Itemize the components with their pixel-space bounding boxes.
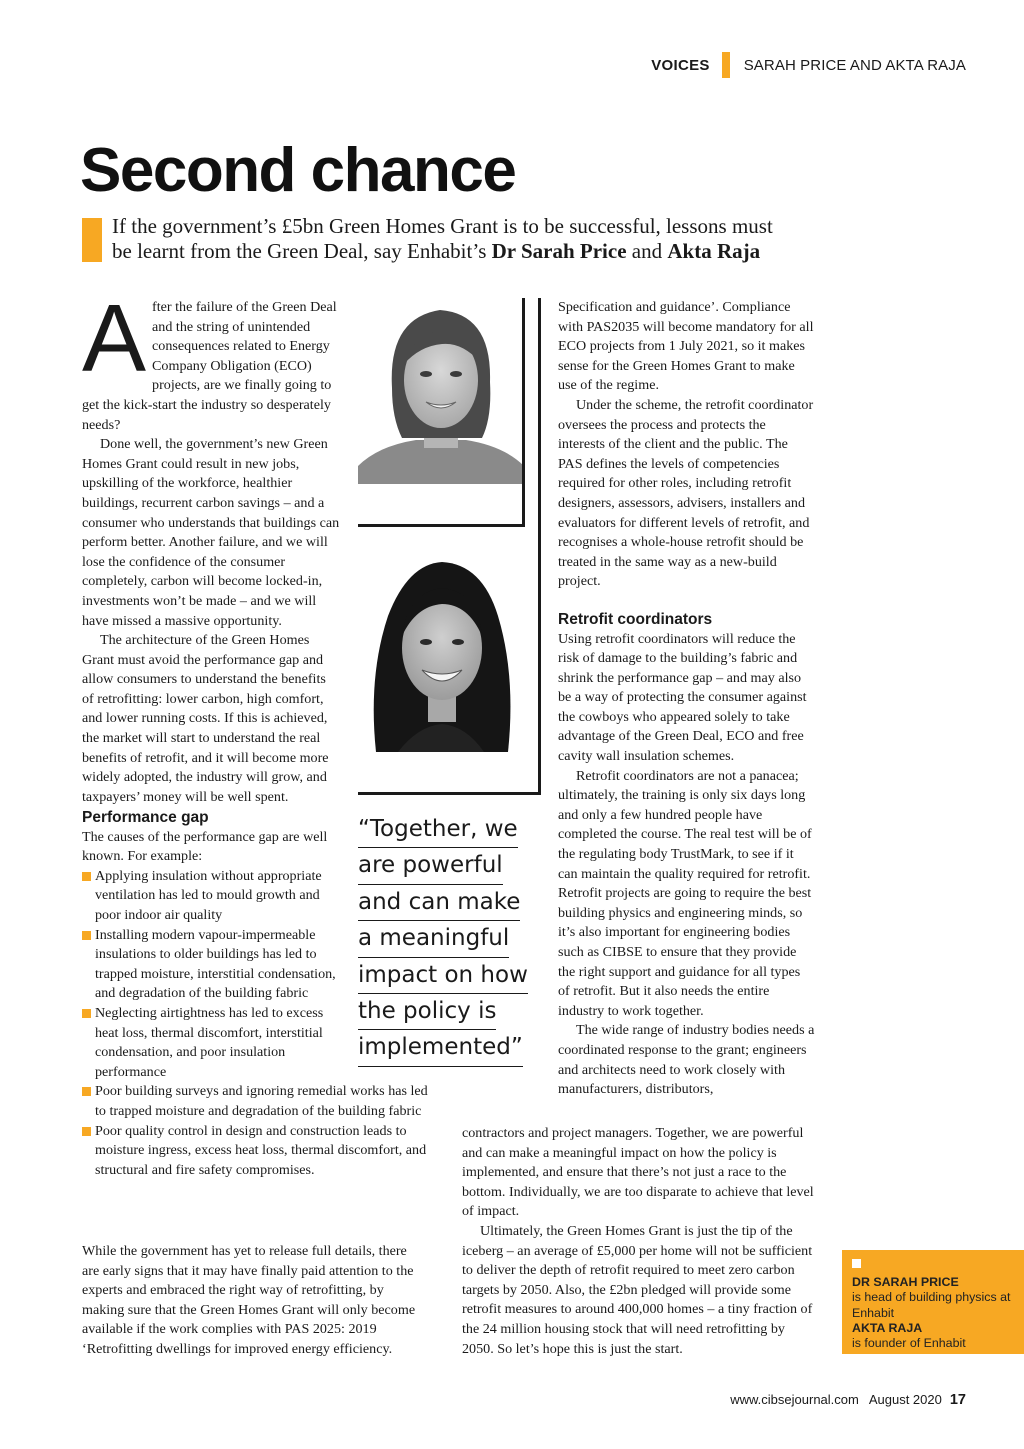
bullet-square-icon xyxy=(82,872,91,881)
bio-text xyxy=(852,1275,1020,1351)
paragraph: Specification and guidance’. Compliance with PAS2035 will become mandatory for all ECO projects from 1 July 2021, so it makes sense for the Green Homes Grant to make use of the regime. xyxy=(558,299,814,394)
bio-square-icon xyxy=(852,1259,861,1268)
standfirst-line-2: be learnt from the Green Deal, say Enhabit’s Dr Sarah Price and Akta Raja xyxy=(112,239,761,263)
bio-role-2: is founder of Enhabit xyxy=(852,1336,966,1351)
section-label: VOICES xyxy=(651,56,710,74)
pull-quote-line: “Together, we xyxy=(358,812,518,848)
bullet-square-icon xyxy=(82,1127,91,1136)
bullet-item: Installing modern vapour-impermeable insulations to older buildings has led to trapped moisture, interstitial condensation, and degradation of the building fabric xyxy=(82,926,342,1004)
running-header xyxy=(651,54,966,76)
paragraph: The architecture of the Green Homes Grant must avoid the performance gap and allow consumers to understand the benefits of retrofitting: lower carbon, high comfort, and lower running costs. If this is achieved, the market will start to understand the real benefits of retrofit, and it will become more widely adopted, the industry will grow, and taxpayers’ money will be well spent. xyxy=(82,632,329,805)
standfirst-accent-bar xyxy=(82,218,102,262)
pull-quote-line: the policy is xyxy=(358,994,496,1030)
author-name-2: Akta Raja xyxy=(667,239,761,263)
bullet-square-icon xyxy=(82,1009,91,1018)
pull-quote-line: a meaningful xyxy=(358,921,509,957)
header-authors: SARAH PRICE AND AKTA RAJA xyxy=(743,56,966,74)
paragraph: contractors and project managers. Together, we are powerful and can make a meaningful impact on how the policy is implemented, and ensure that there’s not just a race to the bottom. Individually, we are too disparate to achieve that level of impact. xyxy=(462,1125,814,1220)
subhead-performance-gap: Performance gap xyxy=(82,809,209,826)
column-1-top xyxy=(82,285,340,807)
portrait-frame-line xyxy=(522,298,525,526)
subhead-retrofit-coordinators: Retrofit coordinators xyxy=(558,610,713,628)
column-1-bottom xyxy=(82,1242,422,1360)
paragraph: Done well, the government’s new Green Homes Grant could result in new jobs, upskilling of the workforce, healthier buildings, recurrent carbon savings – and a consumer who understands that buildings can perform better. Another failure, and we will lose the confidence of the consumer completely, carbon will become locked-in, investments won’t be made – and we will have missed a massive opportunity. xyxy=(82,436,340,629)
header-accent-bar xyxy=(722,52,730,78)
pull-quote-line: are powerful xyxy=(358,848,503,884)
bio-role-1: is head of building physics at Enhabit xyxy=(852,1290,1011,1320)
paragraph: While the government has yet to release full details, there are early signs that it may have finally paid attention to the experts and embraced the right way of retrofitting, by making sure that the Green Homes Grant will only become available if the work complies with PAS 2025: 2019 ‘Retrofitting dwellings for improved energy efficiency. xyxy=(82,1243,416,1357)
portrait-sarah-price xyxy=(358,298,524,484)
pull-quote-line: and can make xyxy=(358,885,520,921)
paragraph-intro: After the failure of the Green Deal and the string of unintended consequences related to Energy Company Obligation (ECO) projects, are we finally going to get the kick-start the industry so desperately needs? xyxy=(82,285,337,433)
footer-date: August 2020 xyxy=(868,1392,942,1407)
column-3 xyxy=(558,298,815,1100)
portrait-frame-line xyxy=(358,792,541,795)
column-bottom-right xyxy=(462,1124,816,1359)
bullet-item: Neglecting airtightness has led to excess heat loss, thermal discomfort, interstitial condensation, and poor insulation performance xyxy=(82,1004,342,1082)
drop-cap: A xyxy=(82,285,147,392)
portrait-frame-line xyxy=(358,524,525,527)
paragraph: Retrofit coordinators are not a panacea; ultimately, the training is only six days long and only a few hundred people have completed the course. The real test will be of the regulating body TrustMark, to see if it can maintain the quality required for retrofit. Retrofit projects are going to require the best building physics and engineering minds, so it’s also important for engineering bodies such as CIBSE to ensure that they provide the right support and guidance for all types of retrofit. But it also needs the entire industry to work together. xyxy=(558,767,812,1019)
standfirst-line-1: If the government’s £5bn Green Homes Grant is to be successful, lessons must xyxy=(112,214,773,238)
page-number: 17 xyxy=(949,1392,966,1408)
bio-name-2: AKTA RAJA xyxy=(852,1320,923,1335)
page-title: Second chance xyxy=(80,136,516,205)
author-name-1: Dr Sarah Price xyxy=(491,239,627,263)
author-bio-box xyxy=(842,1250,1024,1354)
paragraph: The wide range of industry bodies needs a coordinated response to the grant; engineers and architects need to work closely with manufacturers, distributors, xyxy=(558,1022,815,1098)
standfirst xyxy=(112,214,832,264)
paragraph: Under the scheme, the retrofit coordinator oversees the process and protects the interests of the client and the public. The PAS defines the levels of competencies required for other roles, including retrofit designers, assessors, advisers, installers and evaluators for different levels of retrofit, and recognises a whole-house retrofit should be treated in the same way as a new-build project. xyxy=(558,396,814,590)
bullet-square-icon xyxy=(82,1087,91,1096)
page-footer xyxy=(730,1392,966,1408)
bio-name-1: DR SARAH PRICE xyxy=(852,1275,959,1289)
pull-quote-line: impact on how xyxy=(358,958,528,994)
bullet-item: Poor building surveys and ignoring remedial works has led to trapped moisture and degradation of the building fabric xyxy=(82,1082,435,1121)
portrait-akta-raja xyxy=(358,556,524,752)
bullet-square-icon xyxy=(82,931,91,940)
paragraph: Using retrofit coordinators will reduce the risk of damage to the building’s fabric and shrink the performance gap – and may also be a way of protecting the consumer against the cowboys who appeared solely to take advantage of the Green Deal, ECO and free cavity wall insulation schemes. xyxy=(558,630,807,765)
footer-url: www.cibsejournal.com xyxy=(730,1392,859,1407)
bullet-item: Poor quality control in design and construction leads to moisture ingress, excess heat loss, thermal discomfort, and structural and fire safety compromises. xyxy=(82,1122,435,1181)
bullet-item: Applying insulation without appropriate ventilation has led to mould growth and poor indoor air quality xyxy=(82,867,342,926)
portrait-frame-line xyxy=(538,298,541,794)
pull-quote-line: implemented” xyxy=(358,1030,523,1066)
paragraph: The causes of the performance gap are well known. For example: xyxy=(82,828,328,865)
paragraph: Ultimately, the Green Homes Grant is just the tip of the iceberg – an average of £5,000 per home will not be sufficient to deliver the depth of retrofit required to meet zero carbon targets by 2050. Also, the £2bn pledged will provide some retrofit measures to around 400,000 homes – a tiny fraction of the 24 million housing stock that will need retrofitting by 2050. So let’s hope this is just the start. xyxy=(462,1222,813,1357)
pull-quote xyxy=(358,812,526,1067)
